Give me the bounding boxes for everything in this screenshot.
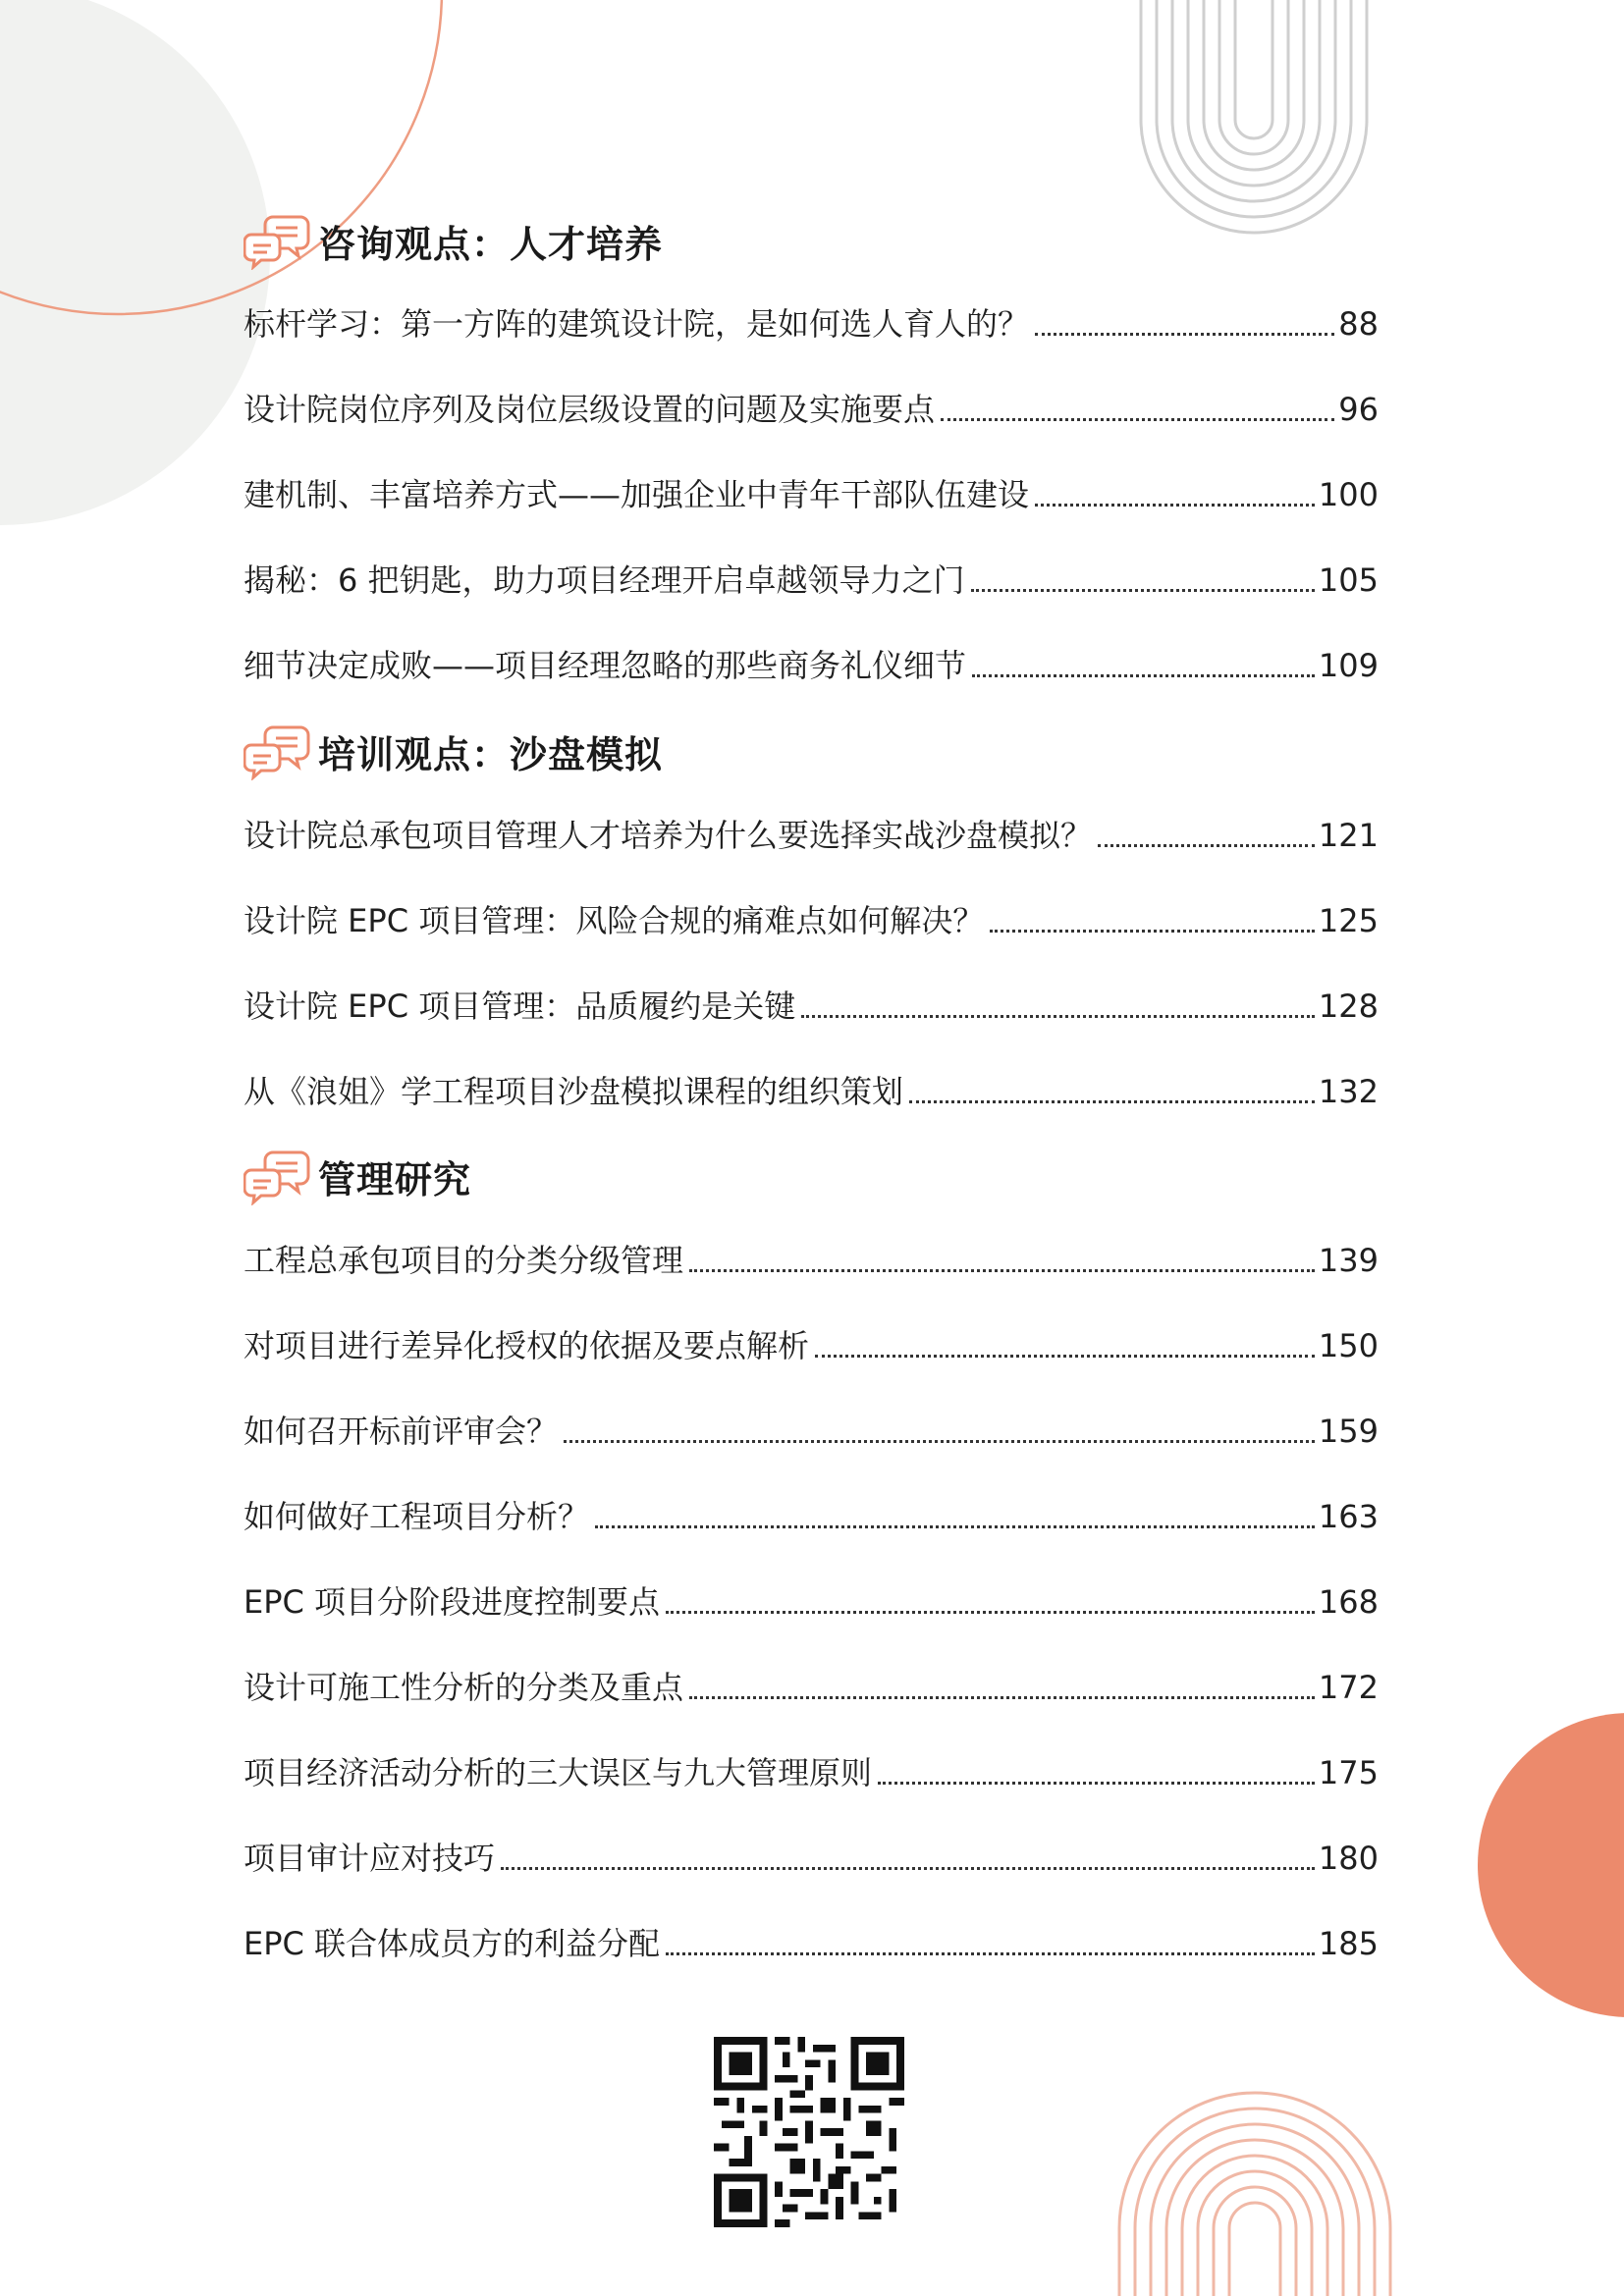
toc-entry-page: 185 <box>1318 1925 1379 1962</box>
gray-arch-decoration <box>1141 0 1367 233</box>
toc-entry[interactable] <box>244 896 1379 945</box>
toc-entry-title: 设计可施工性分析的分类及重点 <box>244 1669 684 1706</box>
toc-entry[interactable] <box>244 1407 1379 1456</box>
dot-leader <box>1098 844 1315 847</box>
dot-leader <box>878 1782 1315 1785</box>
toc-entry-title: 项目审计应对技巧 <box>244 1840 496 1877</box>
dot-leader <box>972 674 1315 677</box>
toc-entry-page: 128 <box>1318 988 1379 1025</box>
dot-leader <box>971 589 1315 592</box>
toc-entry[interactable] <box>244 1236 1379 1285</box>
toc-entry[interactable] <box>244 1067 1379 1116</box>
toc-entry-page: 180 <box>1318 1840 1379 1877</box>
dot-leader <box>689 1696 1315 1699</box>
toc-entry[interactable] <box>244 299 1379 348</box>
toc-entry-title: 工程总承包项目的分类分级管理 <box>244 1242 684 1279</box>
dot-leader <box>909 1100 1315 1103</box>
toc-entry[interactable] <box>244 811 1379 860</box>
chat-bubbles-icon <box>244 211 314 270</box>
toc-entry-title: 建机制、丰富培养方式——加强企业中青年干部队伍建设 <box>244 476 1030 513</box>
toc-entry-page: 96 <box>1338 391 1379 428</box>
toc-entry-page: 168 <box>1318 1583 1379 1621</box>
toc-entry[interactable] <box>244 556 1379 605</box>
orange-half-circle-decoration <box>1478 1713 1624 2017</box>
toc-entry-page: 172 <box>1318 1669 1379 1706</box>
toc-entry-title: 揭秘：6 把钥匙，助力项目经理开启卓越领导力之门 <box>244 561 965 599</box>
toc-entry-title: 项目经济活动分析的三大误区与九大管理原则 <box>244 1754 873 1791</box>
toc-entry-title: EPC 联合体成员方的利益分配 <box>244 1925 661 1962</box>
toc-entry[interactable] <box>244 1919 1379 1968</box>
dot-leader <box>501 1867 1315 1870</box>
chat-bubbles-icon <box>244 1147 314 1205</box>
toc-entry-title: EPC 项目分阶段进度控制要点 <box>244 1583 661 1621</box>
toc-entry-title: 细节决定成败——项目经理忽略的那些商务礼仪细节 <box>244 647 967 684</box>
toc-entry-title: 对项目进行差异化授权的依据及要点解析 <box>244 1327 810 1364</box>
section-heading-talent <box>244 211 663 270</box>
dot-leader <box>564 1440 1315 1443</box>
toc-entry[interactable] <box>244 1834 1379 1883</box>
toc-entry-page: 175 <box>1318 1754 1379 1791</box>
toc-entry[interactable] <box>244 641 1379 690</box>
toc-entry[interactable] <box>244 982 1379 1031</box>
toc-entry-page: 150 <box>1318 1327 1379 1364</box>
section-heading-sandbox <box>244 721 663 780</box>
dot-leader <box>941 418 1334 421</box>
toc-entry[interactable] <box>244 470 1379 519</box>
dot-leader <box>990 930 1315 933</box>
toc-entry-title: 标杆学习：第一方阵的建筑设计院，是如何选人育人的？ <box>244 305 1030 343</box>
toc-entry[interactable] <box>244 1321 1379 1370</box>
toc-entry-title: 设计院岗位序列及岗位层级设置的问题及实施要点 <box>244 391 936 428</box>
toc-entry[interactable] <box>244 1577 1379 1627</box>
dot-leader <box>1035 333 1334 336</box>
toc-entry-title: 设计院总承包项目管理人才培养为什么要选择实战沙盘模拟？ <box>244 817 1093 854</box>
dot-leader <box>666 1952 1315 1955</box>
section-title: 管理研究 <box>318 1157 472 1201</box>
qr-code-icon[interactable] <box>714 2037 904 2227</box>
dot-leader <box>689 1269 1315 1272</box>
section-title: 培训观点：沙盘模拟 <box>318 732 664 776</box>
toc-entry[interactable] <box>244 385 1379 434</box>
dot-leader <box>595 1525 1315 1528</box>
toc-entry-title: 如何做好工程项目分析？ <box>244 1498 590 1535</box>
toc-entry-page: 125 <box>1318 902 1379 939</box>
dot-leader <box>801 1015 1315 1018</box>
toc-entry-page: 132 <box>1318 1073 1379 1110</box>
toc-entry-title: 设计院 EPC 项目管理：风险合规的痛难点如何解决？ <box>244 902 985 939</box>
toc-entry-page: 159 <box>1318 1413 1379 1450</box>
orange-arch-decoration <box>1119 2093 1390 2296</box>
toc-entry-page: 100 <box>1318 476 1379 513</box>
toc-entry-page: 139 <box>1318 1242 1379 1279</box>
toc-entry-title: 如何召开标前评审会？ <box>244 1413 559 1450</box>
dot-leader <box>1035 504 1315 507</box>
toc-entry-title: 设计院 EPC 项目管理：品质履约是关键 <box>244 988 796 1025</box>
toc-entry-page: 163 <box>1318 1498 1379 1535</box>
toc-entry-page: 105 <box>1318 561 1379 599</box>
gray-blob-decoration <box>0 0 270 525</box>
chat-bubbles-icon <box>244 721 314 780</box>
dot-leader <box>666 1611 1315 1614</box>
dot-leader <box>815 1355 1315 1358</box>
toc-entry[interactable] <box>244 1748 1379 1797</box>
section-heading-management <box>244 1147 471 1205</box>
toc-entry-page: 88 <box>1338 305 1379 343</box>
toc-entry[interactable] <box>244 1663 1379 1712</box>
section-title: 咨询观点：人才培养 <box>318 222 664 266</box>
toc-entry-page: 121 <box>1318 817 1379 854</box>
toc-entry-title: 从《浪姐》学工程项目沙盘模拟课程的组织策划 <box>244 1073 904 1110</box>
toc-entry[interactable] <box>244 1492 1379 1541</box>
toc-entry-page: 109 <box>1318 647 1379 684</box>
